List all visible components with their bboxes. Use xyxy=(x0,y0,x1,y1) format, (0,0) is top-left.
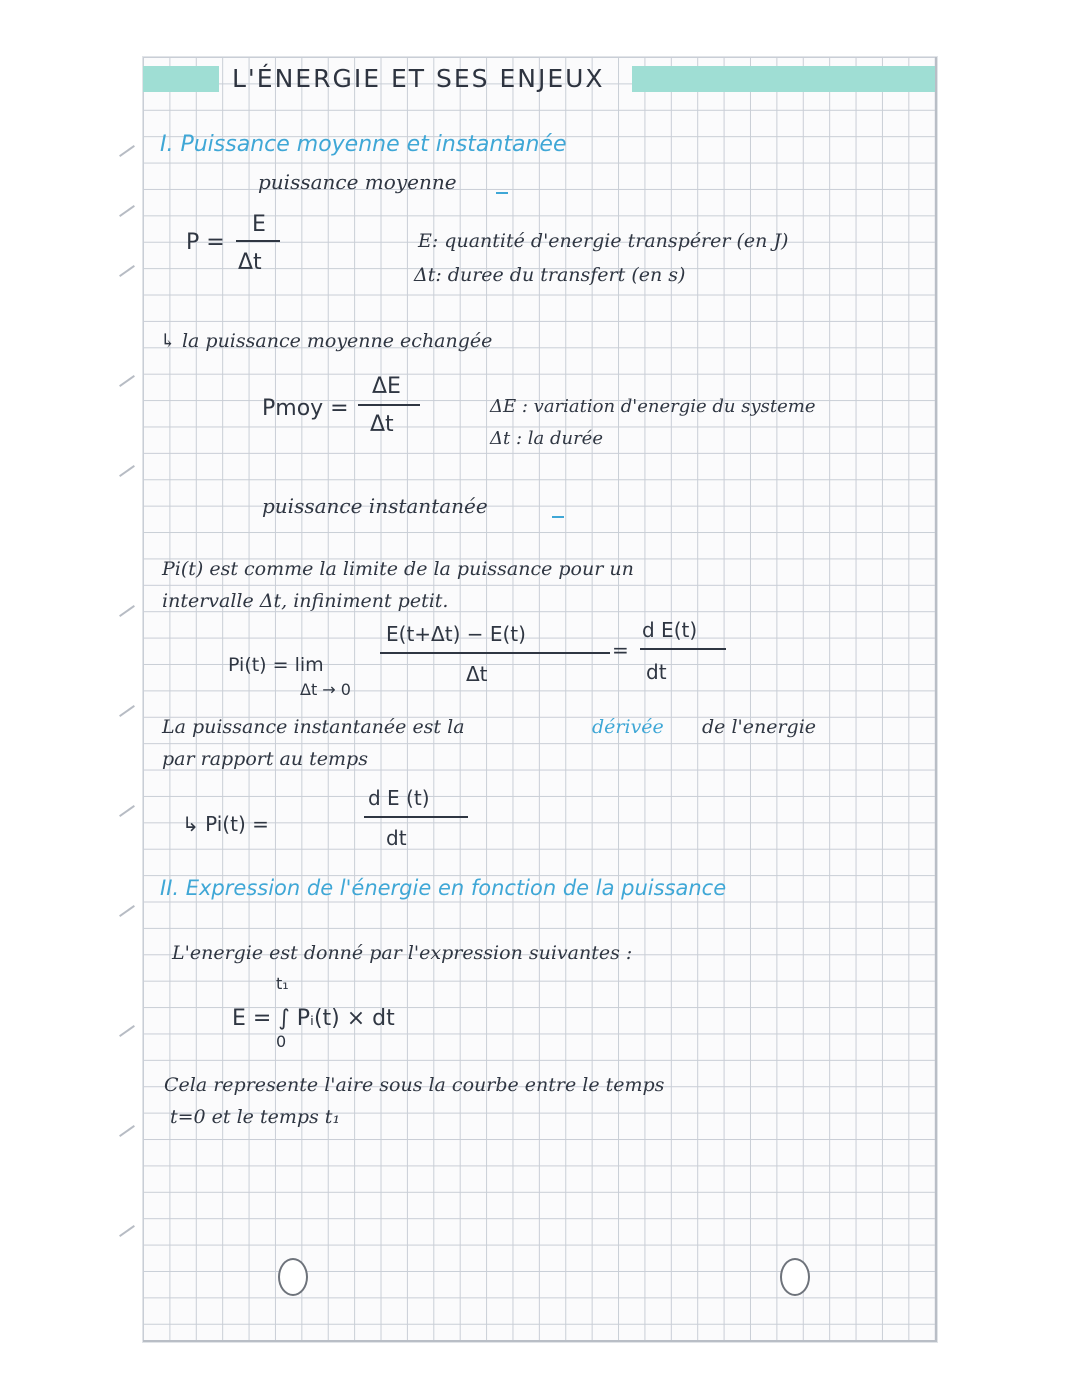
formula-limit-equals: = xyxy=(612,638,629,662)
fraction-bar xyxy=(358,404,420,406)
formula-limit-denominator2: dt xyxy=(646,660,667,684)
formula-limit-numerator: E(t+Δt) − E(t) xyxy=(386,622,526,646)
definition-duree: Δt : la durée xyxy=(490,428,603,449)
formula-p-denominator: Δt xyxy=(238,250,262,275)
text-derivee-line2: par rapport au temps xyxy=(162,748,368,770)
text-puissance-echangee: ↳ la puissance moyenne echangée xyxy=(160,330,493,352)
subheading-puissance-instantanee: puissance instantanée xyxy=(262,494,488,518)
definition-duration: Δt: duree du transfert (en s) xyxy=(414,264,686,286)
formula-limit-under: Δt → 0 xyxy=(300,680,351,699)
title-highlight-left xyxy=(143,66,219,92)
formula-pmoy-lhs: Pmoy = xyxy=(262,396,349,421)
integral-lower-bound: 0 xyxy=(276,1032,287,1051)
formula-pmoy-denominator: Δt xyxy=(370,412,394,437)
formula-derivative-lhs: ↳ Pi(t) = xyxy=(182,812,269,836)
fraction-bar xyxy=(236,240,280,242)
blue-tick xyxy=(496,192,508,194)
fraction-bar xyxy=(380,652,610,654)
text-energie-intro: L'energie est donné par l'expression suivantes : xyxy=(172,942,633,964)
formula-derivative-denominator: dt xyxy=(386,826,407,850)
definition-variation-energie: ΔE : variation d'energie du systeme xyxy=(490,396,816,417)
formula-p-lhs: P = xyxy=(186,230,225,255)
fraction-bar xyxy=(364,816,468,818)
integral-expression: E = ∫ Pᵢ(t) × dt xyxy=(232,1006,395,1031)
formula-limit-denominator: Δt xyxy=(466,662,488,686)
margin-marks xyxy=(118,150,138,1250)
formula-pmoy-numerator: ΔE xyxy=(372,374,401,399)
formula-limit-numerator2: d E(t) xyxy=(642,618,698,642)
text-aire-line1: Cela represente l'aire sous la courbe entre le temps xyxy=(164,1074,665,1096)
formula-limit-lhs: Pi(t) = lim xyxy=(228,654,324,676)
binder-hole-right xyxy=(780,1258,810,1296)
binder-hole-left xyxy=(278,1258,308,1296)
fraction-bar xyxy=(640,648,726,650)
page-title: L'ÉNERGIE ET SES ENJEUX xyxy=(232,64,605,93)
formula-p-numerator: E xyxy=(252,212,266,237)
integral-upper-bound: t₁ xyxy=(276,974,289,993)
text-derivee-word: dérivée xyxy=(592,716,664,738)
section-2-heading: II. Expression de l'énergie en fonction de la puissance xyxy=(160,876,727,900)
text-limite-line1: Pi(t) est comme la limite de la puissance pour un xyxy=(162,558,634,580)
definition-energy: E: quantité d'energie transpérer (en J) xyxy=(418,230,789,252)
section-1-heading: I. Puissance moyenne et instantanée xyxy=(160,132,567,157)
formula-derivative-numerator: d E (t) xyxy=(368,786,430,810)
text-derivee-line1b: de l'energie xyxy=(702,716,817,738)
text-limite-line2: intervalle Δt, infiniment petit. xyxy=(162,590,449,612)
title-highlight-right xyxy=(632,66,935,92)
text-aire-line2: t=0 et le temps t₁ xyxy=(170,1106,341,1128)
text-derivee-line1a: La puissance instantanée est la xyxy=(162,716,465,738)
blue-tick xyxy=(552,516,564,518)
subheading-puissance-moyenne: puissance moyenne xyxy=(258,170,457,194)
